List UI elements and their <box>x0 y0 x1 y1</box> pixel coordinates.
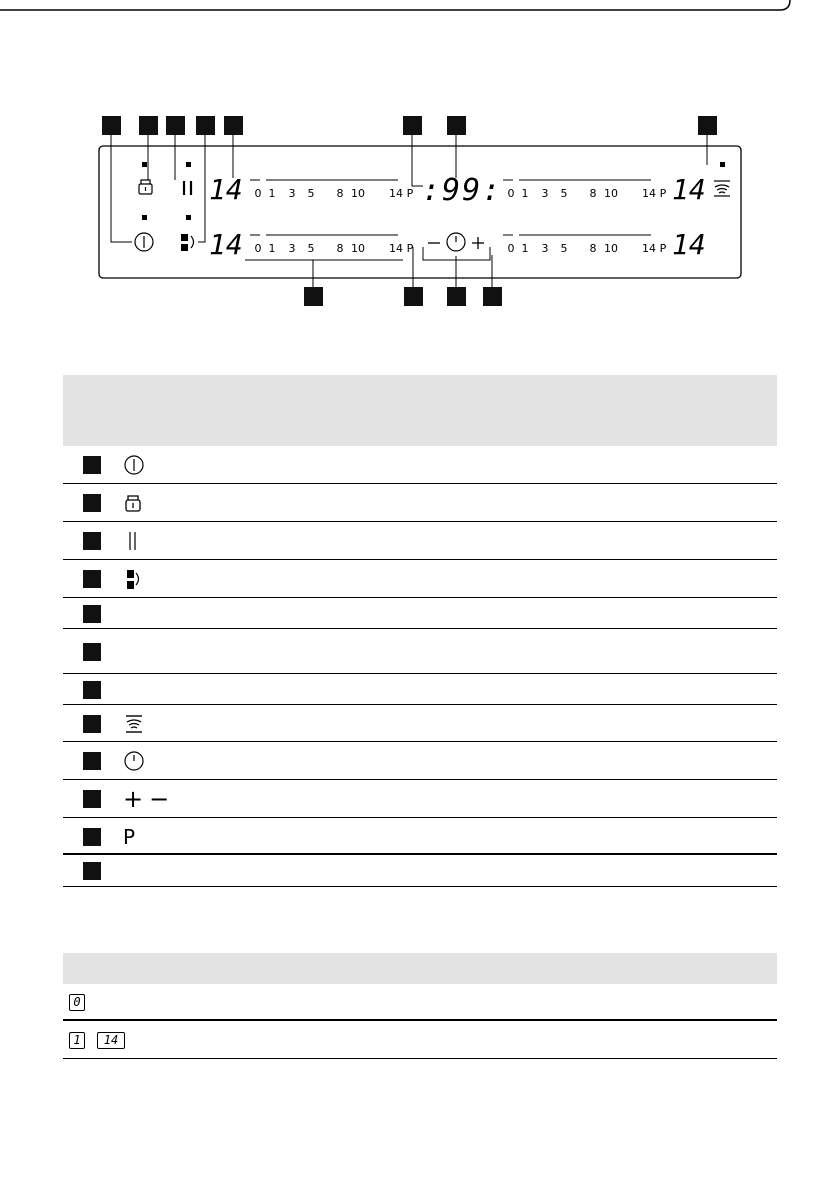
timer-icon <box>123 750 145 776</box>
row-number-marker <box>83 494 101 512</box>
scale-label: 10 <box>351 242 365 255</box>
row-number-marker <box>83 828 101 846</box>
scale-label: 14 <box>389 242 403 255</box>
scale-label: 1 <box>268 242 276 255</box>
row-number-marker <box>83 456 101 474</box>
row-number-marker <box>83 532 101 550</box>
bridge-icon[interactable] <box>181 234 194 251</box>
power-boost-icon: P <box>123 824 136 849</box>
sensor-table-row <box>63 705 777 742</box>
timer-display: :99: <box>422 173 503 208</box>
svg-text:14: 14 <box>209 173 243 206</box>
row-number-marker <box>83 570 101 588</box>
scale-label: 8 <box>336 242 344 255</box>
scale-label: P <box>406 242 414 255</box>
callout-5 <box>224 116 243 135</box>
svg-text:14: 14 <box>209 228 243 261</box>
callout-9 <box>304 287 323 306</box>
scale-label: 5 <box>307 187 315 200</box>
sensor-table-row <box>63 522 777 560</box>
display-table-row <box>63 1021 777 1059</box>
power-slider-2[interactable] <box>250 235 414 255</box>
scale-label: 1 <box>521 242 529 255</box>
sensor-table-row <box>63 818 777 855</box>
scale-label: 0 <box>507 187 515 200</box>
zone-level-display-4 <box>672 228 706 261</box>
row-number-marker <box>83 790 101 808</box>
scale-label: 14 <box>642 242 656 255</box>
callout-leaders <box>111 135 707 287</box>
callout-2 <box>139 116 158 135</box>
page-header-rule <box>0 0 839 30</box>
scale-label: 1 <box>521 187 529 200</box>
scale-label: P <box>406 187 414 200</box>
zone-level-display-3 <box>672 173 706 206</box>
display-symbol: 0 <box>69 994 85 1011</box>
power-slider-1[interactable] <box>250 180 414 200</box>
row-number-marker <box>83 862 101 880</box>
scale-label: 0 <box>507 242 515 255</box>
scale-label: 5 <box>560 242 568 255</box>
display-symbol: 1 <box>69 1032 85 1049</box>
pause-icon[interactable] <box>184 181 191 195</box>
svg-text:14: 14 <box>672 173 706 206</box>
scale-label: 5 <box>307 242 315 255</box>
row-number-marker <box>83 605 101 623</box>
sensor-table-row <box>63 855 777 887</box>
sensor-table-row <box>63 629 777 674</box>
power-slider-4[interactable] <box>503 235 667 255</box>
power-icon[interactable] <box>135 233 153 251</box>
pause-icon <box>123 530 143 556</box>
power-slider-3[interactable] <box>503 180 667 200</box>
scale-label: 3 <box>541 187 549 200</box>
scale-label: 3 <box>541 242 549 255</box>
hob-hood-icon[interactable] <box>714 181 730 196</box>
callout-10 <box>404 287 423 306</box>
callout-4 <box>196 116 215 135</box>
minus-icon: − <box>149 785 176 813</box>
hob-hood-icon <box>123 713 145 739</box>
scale-label: 5 <box>560 187 568 200</box>
plus-icon: + <box>123 785 150 813</box>
timer-plus-button[interactable] <box>472 237 484 249</box>
timer-icon[interactable] <box>447 233 465 251</box>
scale-label: 8 <box>589 187 597 200</box>
callout-12 <box>483 287 502 306</box>
lock-icon <box>123 492 143 518</box>
scale-label: 10 <box>351 187 365 200</box>
display-table-row <box>63 984 777 1021</box>
panel-frame <box>99 146 741 278</box>
sensor-table-row <box>63 446 777 484</box>
sensor-table-row <box>63 780 777 818</box>
callout-8 <box>698 116 717 135</box>
row-number-marker <box>83 681 101 699</box>
scale-label: 14 <box>389 187 403 200</box>
bridge-icon <box>123 568 143 596</box>
scale-label: 10 <box>604 242 618 255</box>
callout-markers-bottom <box>304 287 502 306</box>
sensor-table-row <box>63 598 777 629</box>
lock-icon[interactable] <box>139 180 152 194</box>
sensor-table-row <box>63 742 777 780</box>
callout-7 <box>447 116 466 135</box>
row-number-marker <box>83 715 101 733</box>
zone-level-display-2 <box>209 228 243 261</box>
zone-level-display-1 <box>209 173 243 206</box>
scale-label: 10 <box>604 187 618 200</box>
callout-6 <box>403 116 422 135</box>
scale-label: 3 <box>288 242 296 255</box>
sensor-table-row <box>63 674 777 705</box>
plus-minus-icon <box>123 787 175 811</box>
display-symbol: 14 <box>97 1032 125 1049</box>
callout-3 <box>166 116 185 135</box>
sensor-table-row <box>63 484 777 522</box>
timer-controls <box>428 233 484 251</box>
sensor-fields-table <box>63 375 777 887</box>
callout-11 <box>447 287 466 306</box>
scale-label: P <box>659 242 667 255</box>
scale-label: 3 <box>288 187 296 200</box>
row-number-marker <box>83 643 101 661</box>
display-table-header <box>63 953 777 984</box>
control-panel-diagram <box>0 100 839 320</box>
scale-label: 0 <box>254 242 262 255</box>
sensor-table-header <box>63 375 777 446</box>
row-number-marker <box>83 752 101 770</box>
power-icon <box>123 454 145 480</box>
svg-text:14: 14 <box>672 228 706 261</box>
callout-1 <box>102 116 121 135</box>
sensor-table-row <box>63 560 777 598</box>
callout-markers-top <box>102 116 717 135</box>
scale-label: 8 <box>336 187 344 200</box>
scale-label: 0 <box>254 187 262 200</box>
scale-label: 14 <box>642 187 656 200</box>
scale-label: 8 <box>589 242 597 255</box>
scale-label: P <box>659 187 667 200</box>
display-symbols-table <box>63 953 777 1059</box>
scale-label: 1 <box>268 187 276 200</box>
